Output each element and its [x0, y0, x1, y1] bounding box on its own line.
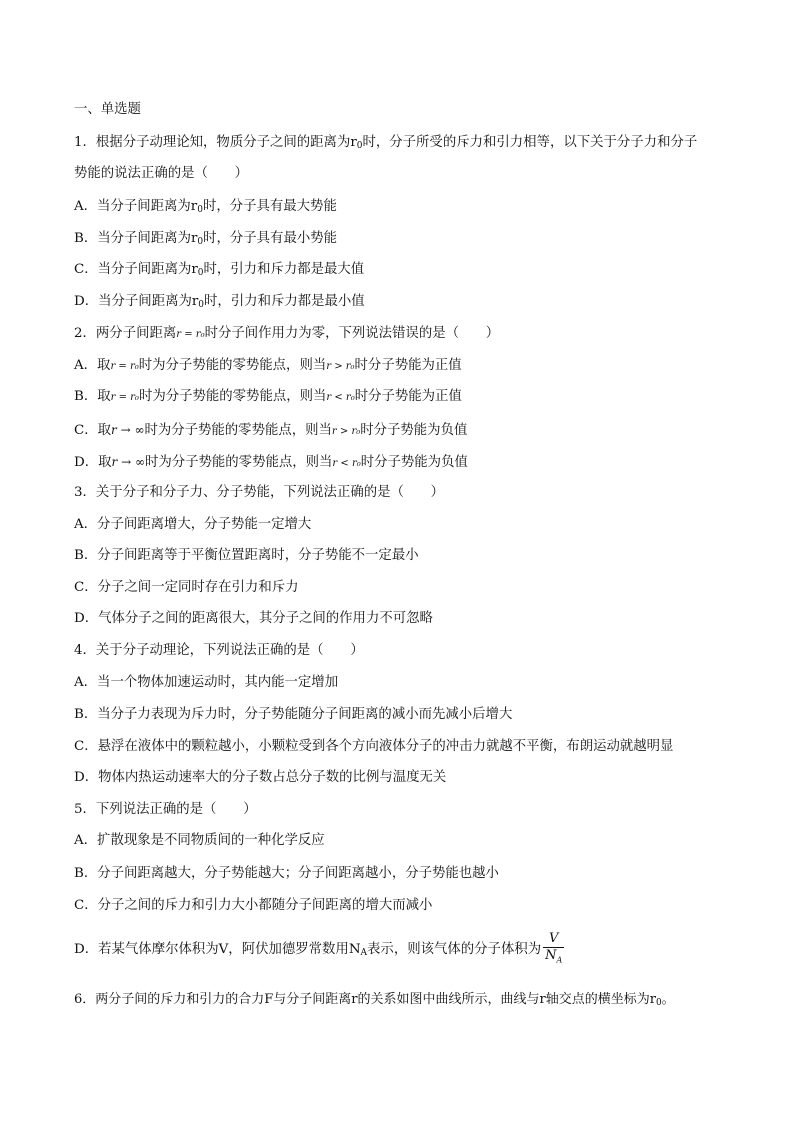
question-5-option-d[interactable]	[74, 928, 734, 972]
question-5-option-b[interactable]: B．分子间距离越大，分子势能越大；分子间距离越小，分子势能也越小	[74, 866, 499, 881]
denominator-n: N	[545, 947, 557, 963]
q6-stem-text: 6．两分子间的斥力和引力的合力F与分子间距离r的关系如图中曲线所示，曲线与r轴交点的横坐标为r	[74, 992, 656, 1007]
fraction-denominator	[543, 947, 564, 969]
question-1-stem-line2: 势能的说法正确的是（ ）	[74, 166, 249, 181]
question-2-option-c[interactable]	[74, 420, 734, 442]
question-3-option-d[interactable]: D．气体分子之间的距离很大，其分子之间的作用力不可忽略	[74, 611, 433, 626]
option-math: r → ∞	[111, 455, 145, 469]
question-1-option-c[interactable]	[74, 260, 734, 283]
option-math: r = r₀	[110, 392, 139, 403]
q2-stem-math: r = r₀	[176, 329, 205, 340]
option-math: r → ∞	[111, 423, 145, 437]
option-text-mid: 时为分子势能的零势能点，则当	[138, 389, 327, 404]
q1-stem-r: r	[350, 135, 357, 150]
option-text-mid: 表示，则该气体的分子体积为	[367, 942, 542, 957]
option-text-end: 时，分子具有最小势能	[203, 231, 338, 246]
question-2-stem	[74, 324, 734, 345]
option-sub: 0	[197, 268, 204, 278]
question-3-option-a[interactable]: A．分子间距离增大，分子势能一定增大	[74, 517, 312, 532]
denominator-sub: A	[556, 955, 563, 965]
question-2-option-b[interactable]	[74, 387, 734, 408]
option-sub: A	[360, 948, 368, 958]
question-3-option-c[interactable]: C．分子之间一定同时存在引力和斥力	[74, 580, 299, 595]
option-math: r > r₀	[331, 426, 361, 437]
question-1-stem	[74, 133, 734, 156]
question-4-option-c[interactable]: C．悬浮在液体中的颗粒越小，小颗粒受到各个方向液体分子的冲击力就越不平衡，布朗运动就越明显	[74, 739, 674, 754]
option-sub: 0	[198, 300, 205, 310]
option-text: D．若某气体摩尔体积为V，阿伏加德罗常数用N	[74, 942, 361, 957]
option-r: r	[191, 262, 198, 277]
q6-stem-end: 。	[661, 992, 675, 1007]
question-5-option-c[interactable]: C．分子之间的斥力和引力大小都随分子间距离的增大而减小	[74, 898, 433, 913]
option-r: r	[190, 199, 198, 214]
question-5-option-a[interactable]: A．扩散现象是不同物质间的一种化学反应	[74, 833, 325, 848]
question-1-option-a[interactable]	[74, 197, 734, 220]
option-text: A．当分子间距离为	[74, 199, 191, 214]
option-text-end: 时分子势能为负值	[360, 455, 468, 470]
option-text-end: 时分子势能为负值	[360, 423, 468, 438]
question-6-stem	[74, 990, 734, 1013]
option-text: B．当分子间距离为	[74, 231, 191, 246]
q1-stem-end: 时，分子所受的斥力和引力相等，以下关于分子力和分子	[362, 135, 698, 150]
option-text: D．当分子间距离为	[74, 294, 192, 309]
option-text: D．取	[74, 455, 112, 470]
fraction-v-over-na	[543, 931, 564, 969]
option-r: r	[191, 294, 199, 309]
option-text-mid: 时为分子势能的零势能点，则当	[138, 358, 327, 373]
option-text-mid: 时为分子势能的零势能点，则当	[144, 455, 333, 470]
question-4-option-d[interactable]: D．物体内热运动速率大的分子数占总分子数的比例与温度无关	[74, 770, 447, 785]
option-text: A．取	[74, 358, 111, 373]
option-math: r > r₀	[326, 361, 355, 372]
option-text-end: 时分子势能为正值	[354, 389, 462, 404]
question-1-option-d[interactable]	[74, 292, 734, 315]
option-text: C．取	[74, 423, 112, 438]
question-2-option-d[interactable]	[74, 452, 734, 474]
option-text-mid: 时为分子势能的零势能点，则当	[144, 423, 332, 438]
question-4-option-a[interactable]: A．当一个物体加速运动时，其内能一定增加	[74, 675, 339, 690]
q6-stem-sub: 0	[655, 998, 662, 1008]
q1-stem-sub: 0	[356, 141, 363, 151]
q2-stem-text: 2．两分子间距离	[74, 326, 177, 341]
q1-stem-text: 1．根据分子动理论知，物质分子之间的距离为	[74, 135, 351, 150]
question-3-stem: 3．关于分子和分子力、分子势能，下列说法正确的是（ ）	[74, 485, 445, 500]
option-math: r = r₀	[110, 361, 139, 372]
option-text: C．当分子间距离为	[74, 262, 192, 277]
question-4-option-b[interactable]: B．当分子力表现为斥力时，分子势能随分子间距离的减小而先减小后增大	[74, 707, 513, 722]
option-text-end: 时，引力和斥力都是最小值	[204, 294, 365, 309]
fraction-numerator: V	[549, 930, 559, 946]
question-4-stem: 4．关于分子动理论，下列说法正确的是（ ）	[74, 643, 364, 658]
option-math: r < r₀	[332, 458, 361, 469]
question-5-stem: 5．下列说法正确的是（ ）	[74, 802, 257, 817]
option-r: r	[190, 231, 198, 246]
option-text-end: 时，分子具有最大势能	[202, 199, 337, 214]
section-title: 一、单选题	[74, 102, 141, 117]
option-text: B．取	[74, 389, 111, 404]
option-sub: 0	[197, 205, 203, 215]
option-math: r < r₀	[326, 392, 355, 403]
option-sub: 0	[197, 237, 204, 247]
question-2-option-a[interactable]	[74, 356, 734, 377]
option-text-end: 时，引力和斥力都是最大值	[203, 262, 365, 277]
question-3-option-b[interactable]: B．分子间距离等于平衡位置距离时，分子势能不一定最小	[74, 548, 419, 563]
question-1-option-b[interactable]	[74, 229, 734, 252]
q2-stem-end: 时分子间作用力为零，下列说法错误的是（ ）	[204, 326, 500, 341]
option-text-end: 时分子势能为正值	[354, 358, 462, 373]
